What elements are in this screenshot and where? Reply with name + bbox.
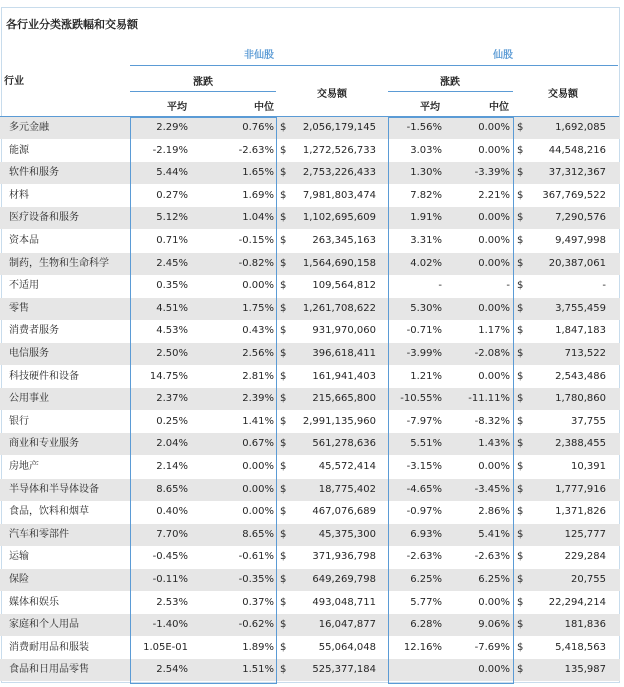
table-row [0, 388, 620, 410]
avg-non-sian-cell: 0.71% [156, 235, 188, 246]
volume-sian-cell: 37,755 [571, 415, 606, 427]
volume-sian-cell: 37,312,367 [548, 167, 606, 179]
avg-sian-cell: 6.25% [410, 574, 442, 585]
median-sian-cell: 0.00% [478, 302, 510, 314]
table-row [0, 569, 620, 591]
currency-non-sian-cell: $ [280, 167, 287, 179]
industry-cell: 材料 [9, 189, 29, 201]
industry-cell: 公用事业 [9, 393, 49, 405]
volume-sian-cell: 5,418,563 [555, 641, 606, 653]
median-sian-cell: 9.06% [478, 619, 510, 631]
median-non-sian-cell: 0.00% [242, 461, 274, 472]
volume-non-sian-cell: 7,981,803,474 [302, 189, 376, 201]
median-non-sian-cell: 2.81% [242, 370, 274, 382]
avg-sian-cell: -0.97% [406, 506, 442, 518]
volume-sian-cell: 1,692,085 [555, 122, 606, 133]
currency-sian-cell: $ [517, 619, 524, 631]
median-non-sian-cell: -2.63% [238, 144, 274, 156]
avg-sian-cell: - [438, 280, 442, 292]
volume-sian-cell: 9,497,998 [555, 235, 606, 246]
table-row [0, 207, 620, 229]
median-sian-cell: -8.32% [474, 415, 510, 427]
volume-non-sian-cell: 1,272,526,733 [302, 144, 376, 156]
currency-non-sian-cell: $ [280, 280, 287, 292]
volume-non-sian-cell: 1,564,690,158 [302, 257, 376, 269]
median-non-sian-cell: -0.62% [238, 619, 274, 631]
currency-sian-cell: $ [517, 393, 524, 405]
currency-sian-cell: $ [517, 506, 524, 518]
table-row [0, 501, 620, 523]
industry-cell: 制药，生物和生命科学 [9, 257, 109, 269]
median-sian-cell: 0.00% [478, 596, 510, 608]
avg-sian-cell: 7.82% [410, 189, 442, 201]
median-non-sian-cell: 1.89% [242, 641, 274, 653]
median-sian-cell: -3.39% [474, 167, 510, 179]
avg-non-sian-cell: 2.50% [156, 348, 188, 359]
currency-sian-cell: $ [517, 280, 524, 292]
currency-non-sian-cell: $ [280, 596, 287, 608]
volume-non-sian-cell: 45,572,414 [318, 461, 376, 472]
avg-non-sian-cell: 2.45% [156, 257, 188, 269]
currency-non-sian-cell: $ [280, 528, 287, 540]
volume-non-sian-cell: 931,970,060 [312, 325, 376, 337]
avg-sian-cell: -10.55% [400, 393, 442, 405]
median-sian-cell: 2.86% [478, 506, 510, 518]
volume-non-sian-cell: 263,345,163 [312, 235, 376, 246]
currency-sian-cell: $ [517, 235, 524, 246]
median-sian-cell: 0.00% [478, 212, 510, 224]
currency-sian-cell: $ [517, 325, 524, 337]
table-row [0, 298, 620, 320]
median-sian-cell: -7.69% [474, 641, 510, 653]
currency-non-sian-cell: $ [280, 415, 287, 427]
industry-cell: 半导体和半导体设备 [9, 483, 99, 495]
table-row [0, 637, 620, 659]
table-row [0, 185, 620, 207]
volume-non-sian-cell: 1,261,708,622 [302, 302, 376, 314]
median-sian-cell: 5.41% [478, 528, 510, 540]
avg-non-sian-cell: 1.05E-01 [143, 641, 188, 653]
currency-non-sian-cell: $ [280, 348, 287, 359]
header-sian-group: 仙股 [493, 50, 513, 61]
currency-sian-cell: $ [517, 483, 524, 495]
median-sian-cell: -11.11% [468, 393, 510, 405]
avg-sian-cell: 1.21% [410, 370, 442, 382]
volume-sian-cell: 44,548,216 [548, 144, 606, 156]
table-row [0, 592, 620, 614]
industry-cell: 软件和服务 [9, 167, 59, 179]
table-row [0, 411, 620, 433]
median-sian-cell: 6.25% [478, 574, 510, 585]
header-group-underline [130, 65, 618, 66]
industry-cell: 汽车和零部件 [9, 528, 69, 540]
median-non-sian-cell: 1.69% [242, 189, 274, 201]
median-sian-cell: 0.00% [478, 144, 510, 156]
table-title: 各行业分类涨跌幅和交易额 [6, 18, 138, 31]
header-change-sian: 涨跌 [440, 77, 460, 88]
currency-non-sian-cell: $ [280, 461, 287, 472]
table-row [0, 253, 620, 275]
median-sian-cell: 1.17% [478, 325, 510, 337]
median-sian-cell: 0.00% [478, 370, 510, 382]
median-non-sian-cell: 2.56% [242, 348, 274, 359]
industry-cell: 能源 [9, 144, 29, 156]
currency-sian-cell: $ [517, 302, 524, 314]
volume-sian-cell: 713,522 [564, 348, 606, 359]
table-row [0, 320, 620, 342]
volume-sian-cell: 7,290,576 [555, 212, 606, 224]
currency-sian-cell: $ [517, 144, 524, 156]
volume-non-sian-cell: 493,048,711 [312, 596, 376, 608]
avg-non-sian-cell: -1.40% [152, 619, 188, 631]
median-non-sian-cell: 0.00% [242, 483, 274, 495]
table-row [0, 366, 620, 388]
volume-sian-cell: 125,777 [564, 528, 606, 540]
currency-non-sian-cell: $ [280, 664, 287, 676]
currency-non-sian-cell: $ [280, 506, 287, 518]
currency-non-sian-cell: $ [280, 483, 287, 495]
volume-non-sian-cell: 467,076,689 [312, 506, 376, 518]
volume-sian-cell: 10,391 [571, 461, 606, 472]
avg-sian-cell: 3.03% [410, 144, 442, 156]
median-non-sian-cell: 0.67% [242, 438, 274, 450]
currency-non-sian-cell: $ [280, 641, 287, 653]
avg-sian-cell: 1.91% [410, 212, 442, 224]
table-row [0, 546, 620, 568]
industry-cell: 家庭和个人用品 [9, 619, 79, 631]
median-non-sian-cell: 1.51% [242, 664, 274, 676]
volume-sian-cell: 135,987 [564, 664, 606, 676]
table-row [0, 614, 620, 636]
industry-cell: 商业和专业服务 [9, 438, 79, 450]
median-non-sian-cell: -0.35% [238, 574, 274, 585]
median-non-sian-cell: 1.04% [242, 212, 274, 224]
median-sian-cell: 0.00% [478, 461, 510, 472]
currency-sian-cell: $ [517, 257, 524, 269]
industry-cell: 保险 [9, 574, 29, 585]
table-row [0, 456, 620, 478]
currency-sian-cell: $ [517, 167, 524, 179]
volume-sian-cell: - [602, 280, 606, 292]
avg-sian-cell: 6.28% [410, 619, 442, 631]
avg-sian-cell: 4.02% [410, 257, 442, 269]
table-row [0, 275, 620, 297]
currency-non-sian-cell: $ [280, 302, 287, 314]
median-sian-cell: 2.21% [478, 189, 510, 201]
table-row [0, 117, 620, 139]
avg-sian-cell: 5.30% [410, 302, 442, 314]
median-sian-cell: - [506, 280, 510, 292]
table-row [0, 433, 620, 455]
currency-sian-cell: $ [517, 596, 524, 608]
avg-non-sian-cell: 8.65% [156, 483, 188, 495]
table-row [0, 479, 620, 501]
currency-non-sian-cell: $ [280, 235, 287, 246]
industry-cell: 银行 [9, 415, 29, 427]
volume-non-sian-cell: 2,991,135,960 [302, 415, 376, 427]
median-non-sian-cell: 1.65% [242, 167, 274, 179]
median-non-sian-cell: 8.65% [242, 528, 274, 540]
avg-non-sian-cell: 2.04% [156, 438, 188, 450]
avg-non-sian-cell: 0.27% [156, 189, 188, 201]
avg-sian-cell: -4.65% [406, 483, 442, 495]
avg-non-sian-cell: 4.53% [156, 325, 188, 337]
median-non-sian-cell: 0.00% [242, 280, 274, 292]
volume-non-sian-cell: 109,564,812 [312, 280, 376, 292]
volume-sian-cell: 22,294,214 [548, 596, 606, 608]
volume-non-sian-cell: 161,941,403 [312, 370, 376, 382]
currency-sian-cell: $ [517, 370, 524, 382]
currency-non-sian-cell: $ [280, 144, 287, 156]
avg-sian-cell: -0.71% [406, 325, 442, 337]
table-row [0, 230, 620, 252]
industry-cell: 不适用 [9, 280, 39, 292]
volume-sian-cell: 2,388,455 [555, 438, 606, 450]
currency-sian-cell: $ [517, 122, 524, 133]
industry-cell: 资本品 [9, 235, 39, 246]
currency-sian-cell: $ [517, 574, 524, 585]
currency-non-sian-cell: $ [280, 551, 287, 563]
volume-sian-cell: 2,543,486 [555, 370, 606, 382]
median-non-sian-cell: 0.37% [242, 596, 274, 608]
currency-non-sian-cell: $ [280, 393, 287, 405]
currency-sian-cell: $ [517, 348, 524, 359]
industry-cell: 消费者服务 [9, 325, 59, 337]
volume-non-sian-cell: 2,753,226,433 [302, 167, 376, 179]
avg-non-sian-cell: 0.25% [156, 415, 188, 427]
avg-sian-cell: 3.31% [410, 235, 442, 246]
currency-non-sian-cell: $ [280, 189, 287, 201]
header-change-non-sian: 涨跌 [193, 77, 213, 88]
median-non-sian-cell: 0.76% [242, 122, 274, 133]
header-change-underline-non-sian [130, 91, 276, 92]
table-row [0, 140, 620, 162]
avg-sian-cell: 5.51% [410, 438, 442, 450]
avg-non-sian-cell: 5.44% [156, 167, 188, 179]
header-median-sian: 中位 [489, 102, 509, 113]
volume-sian-cell: 1,371,826 [555, 506, 606, 518]
median-sian-cell: -2.63% [474, 551, 510, 563]
volume-sian-cell: 1,847,183 [555, 325, 606, 337]
volume-sian-cell: 1,780,860 [555, 393, 606, 405]
industry-cell: 运输 [9, 551, 29, 563]
avg-non-sian-cell: 2.37% [156, 393, 188, 405]
volume-non-sian-cell: 55,064,048 [318, 641, 376, 653]
volume-sian-cell: 3,755,459 [555, 302, 606, 314]
median-non-sian-cell: 2.39% [242, 393, 274, 405]
avg-non-sian-cell: 2.53% [156, 596, 188, 608]
header-median-non-sian: 中位 [254, 102, 274, 113]
industry-cell: 媒体和娱乐 [9, 596, 59, 608]
currency-sian-cell: $ [517, 189, 524, 201]
avg-sian-cell: 5.77% [410, 596, 442, 608]
table-row [0, 524, 620, 546]
currency-non-sian-cell: $ [280, 257, 287, 269]
volume-non-sian-cell: 2,056,179,145 [302, 122, 376, 133]
volume-sian-cell: 367,769,522 [542, 189, 606, 201]
header-change-underline-sian [388, 91, 513, 92]
currency-non-sian-cell: $ [280, 370, 287, 382]
header-volume-non-sian: 交易额 [317, 89, 347, 100]
median-sian-cell: 0.00% [478, 122, 510, 133]
header-volume-sian: 交易额 [548, 89, 578, 100]
industry-cell: 科技硬件和设备 [9, 370, 79, 382]
avg-sian-cell: 6.93% [410, 528, 442, 540]
currency-non-sian-cell: $ [280, 325, 287, 337]
avg-non-sian-cell: 7.70% [156, 528, 188, 540]
industry-cell: 多元金融 [9, 122, 49, 133]
header-industry: 行业 [4, 76, 24, 87]
industry-cell: 医疗设备和服务 [9, 212, 79, 224]
volume-non-sian-cell: 215,665,800 [312, 393, 376, 405]
avg-non-sian-cell: -2.19% [152, 144, 188, 156]
table-row [0, 162, 620, 184]
volume-non-sian-cell: 45,375,300 [318, 528, 376, 540]
header-avg-non-sian: 平均 [167, 102, 187, 113]
industry-cell: 电信服务 [9, 348, 49, 359]
industry-cell: 零售 [9, 302, 29, 314]
currency-sian-cell: $ [517, 415, 524, 427]
median-non-sian-cell: -0.82% [238, 257, 274, 269]
avg-non-sian-cell: 2.29% [156, 122, 188, 133]
avg-non-sian-cell: 2.14% [156, 461, 188, 472]
avg-sian-cell: -7.97% [406, 415, 442, 427]
industry-cell: 房地产 [9, 461, 39, 472]
avg-non-sian-cell: -0.11% [152, 574, 188, 585]
avg-non-sian-cell: 5.12% [156, 212, 188, 224]
industry-cell: 消费耐用品和服装 [9, 641, 89, 653]
volume-non-sian-cell: 396,618,411 [312, 348, 376, 359]
avg-sian-cell: 1.30% [410, 167, 442, 179]
volume-non-sian-cell: 18,775,402 [318, 483, 376, 495]
avg-non-sian-cell: 0.40% [156, 506, 188, 518]
volume-sian-cell: 181,836 [564, 619, 606, 631]
volume-sian-cell: 229,284 [564, 551, 606, 563]
header-avg-sian: 平均 [420, 102, 440, 113]
industry-cell: 食品和日用品零售 [9, 664, 89, 676]
median-non-sian-cell: 0.43% [242, 325, 274, 337]
avg-non-sian-cell: 0.35% [156, 280, 188, 292]
median-sian-cell: 1.43% [478, 438, 510, 450]
median-sian-cell: -3.45% [474, 483, 510, 495]
volume-non-sian-cell: 525,377,184 [312, 664, 376, 676]
volume-non-sian-cell: 16,047,877 [318, 619, 376, 631]
currency-sian-cell: $ [517, 461, 524, 472]
currency-sian-cell: $ [517, 528, 524, 540]
median-non-sian-cell: 0.00% [242, 506, 274, 518]
avg-non-sian-cell: -0.45% [152, 551, 188, 563]
avg-sian-cell: -1.56% [406, 122, 442, 133]
volume-sian-cell: 20,755 [571, 574, 606, 585]
avg-sian-cell: 12.16% [403, 641, 442, 653]
currency-non-sian-cell: $ [280, 212, 287, 224]
header-non-sian-group: 非仙股 [244, 50, 274, 61]
volume-non-sian-cell: 371,936,798 [312, 551, 376, 563]
volume-non-sian-cell: 1,102,695,609 [302, 212, 376, 224]
median-sian-cell: 0.00% [478, 257, 510, 269]
median-non-sian-cell: 1.41% [242, 415, 274, 427]
median-sian-cell: 0.00% [478, 664, 510, 676]
avg-non-sian-cell: 14.75% [149, 370, 188, 382]
currency-non-sian-cell: $ [280, 122, 287, 133]
currency-non-sian-cell: $ [280, 574, 287, 585]
avg-non-sian-cell: 2.54% [156, 664, 188, 676]
currency-sian-cell: $ [517, 641, 524, 653]
median-sian-cell: 0.00% [478, 235, 510, 246]
currency-non-sian-cell: $ [280, 619, 287, 631]
volume-sian-cell: 20,387,061 [548, 257, 606, 269]
avg-non-sian-cell: 4.51% [156, 302, 188, 314]
table-row [0, 343, 620, 365]
table-row [0, 659, 620, 681]
volume-non-sian-cell: 649,269,798 [312, 574, 376, 585]
volume-non-sian-cell: 561,278,636 [312, 438, 376, 450]
median-non-sian-cell: -0.15% [238, 235, 274, 246]
avg-sian-cell: -3.99% [406, 348, 442, 359]
median-sian-cell: -2.08% [474, 348, 510, 359]
median-non-sian-cell: -0.61% [238, 551, 274, 563]
median-non-sian-cell: 1.75% [242, 302, 274, 314]
industry-cell: 食品，饮料和烟草 [9, 506, 89, 518]
currency-sian-cell: $ [517, 212, 524, 224]
currency-sian-cell: $ [517, 551, 524, 563]
currency-sian-cell: $ [517, 438, 524, 450]
volume-sian-cell: 1,777,916 [555, 483, 606, 495]
currency-sian-cell: $ [517, 664, 524, 676]
avg-sian-cell [392, 659, 442, 681]
avg-sian-cell: -2.63% [406, 551, 442, 563]
avg-sian-cell: -3.15% [406, 461, 442, 472]
currency-non-sian-cell: $ [280, 438, 287, 450]
